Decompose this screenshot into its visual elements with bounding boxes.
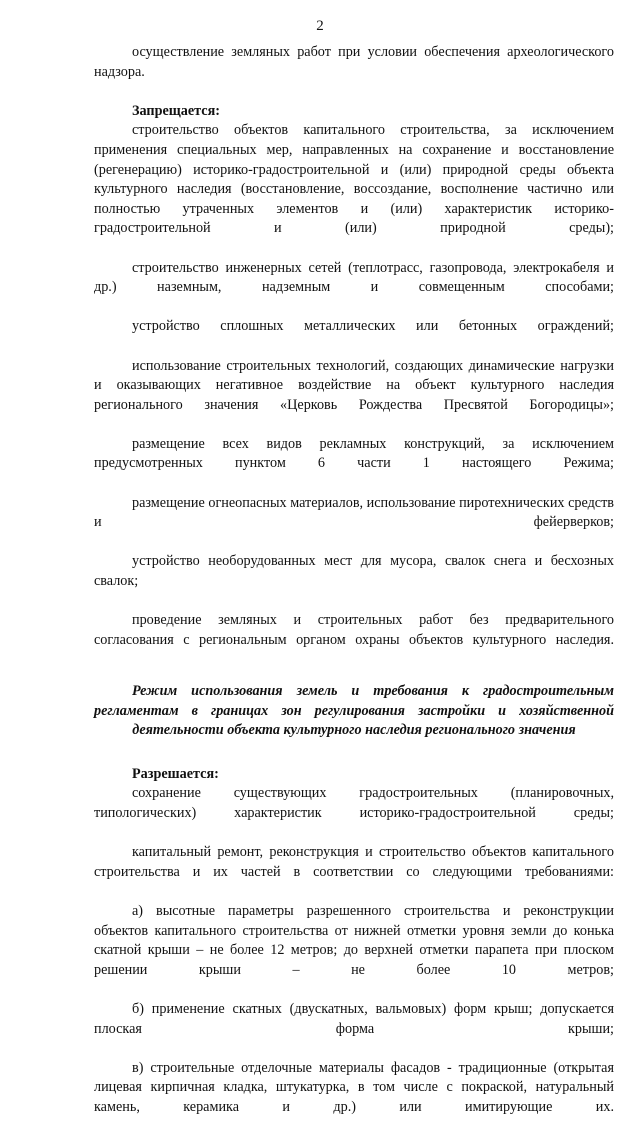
- paragraph: б) применение скатных (двускатных, вальмовых) форм крыш; допускается плоская форма крыши;: [94, 1000, 614, 1037]
- paragraph: а) высотные параметры разрешенного строительства и реконструкции объектов капитального строительства от нижней отметки уровня земли до конька скатной крыши – не более 12 метров; до верхней отметки парапета при плоском решении крыши – не более 10 метров;: [94, 902, 614, 978]
- paragraph: сохранение существующих градостроительных (планировочных, типологических) характеристик историко-градостроительной среды;: [94, 785, 614, 821]
- section-heading: Режим использования земель и требования к градостроительным регламентам в границах зон регулирования застройки и хозяйственной деятельности объекта культурного наследия регионального значения: [94, 683, 614, 739]
- paragraph: проведение земляных и строительных работ без предварительного согласования с региональным органом охраны объектов культурного наследия.: [94, 612, 614, 648]
- paragraph: размещение огнеопасных материалов, использование пиротехнических средств и фейерверков;: [94, 494, 614, 531]
- allowed-label: Разрешается:: [132, 765, 219, 782]
- paragraph: капитальный ремонт, реконструкция и строительство объектов капитального строительства и их частей в соответствии со следующими требованиями:: [94, 844, 614, 880]
- page-number: 2: [316, 18, 324, 34]
- paragraph: в) строительные отделочные материалы фасадов - традиционные (открытая лицевая кирпичная кладка, штукатурка, в том числе с покраской, натуральный камень, керамика и др.) или имитирующие их.: [94, 1059, 614, 1115]
- paragraph: использование строительных технологий, создающих динамические нагрузки и оказывающих негативное воздействие на объект культурного наследия регионального значения «Церковь Рождества Пресвятой Богородицы»;: [94, 357, 614, 413]
- paragraph: строительство объектов капитального строительства, за исключением применения специальных мер, направленных на сохранение и восстановление (регенерацию) историко-градостроительной и (или) природной среды объекта культурного наследия (восстановление, воссоздание, восполнение частично или полностью утраченных элементов и (или) характеристик историко-градостроительной и (или) природной среды);: [94, 122, 614, 237]
- paragraph: устройство сплошных металлических или бетонных ограждений;: [132, 318, 614, 335]
- paragraph: строительство инженерных сетей (теплотрасс, газопровода, электрокабеля и др.) наземным, надземным и совмещенным способами;: [94, 259, 614, 296]
- paragraph: размещение всех видов рекламных конструкций, за исключением предусмотренных пунктом 6 части 1 настоящего Режима;: [94, 435, 614, 472]
- paragraph: осуществление земляных работ при условии обеспечения археологического надзора.: [94, 44, 614, 80]
- paragraph: устройство необорудованных мест для мусора, свалок снега и бесхозных свалок;: [94, 553, 614, 590]
- document-body: [94, 43, 614, 1137]
- prohibited-label: Запрещается:: [132, 102, 220, 119]
